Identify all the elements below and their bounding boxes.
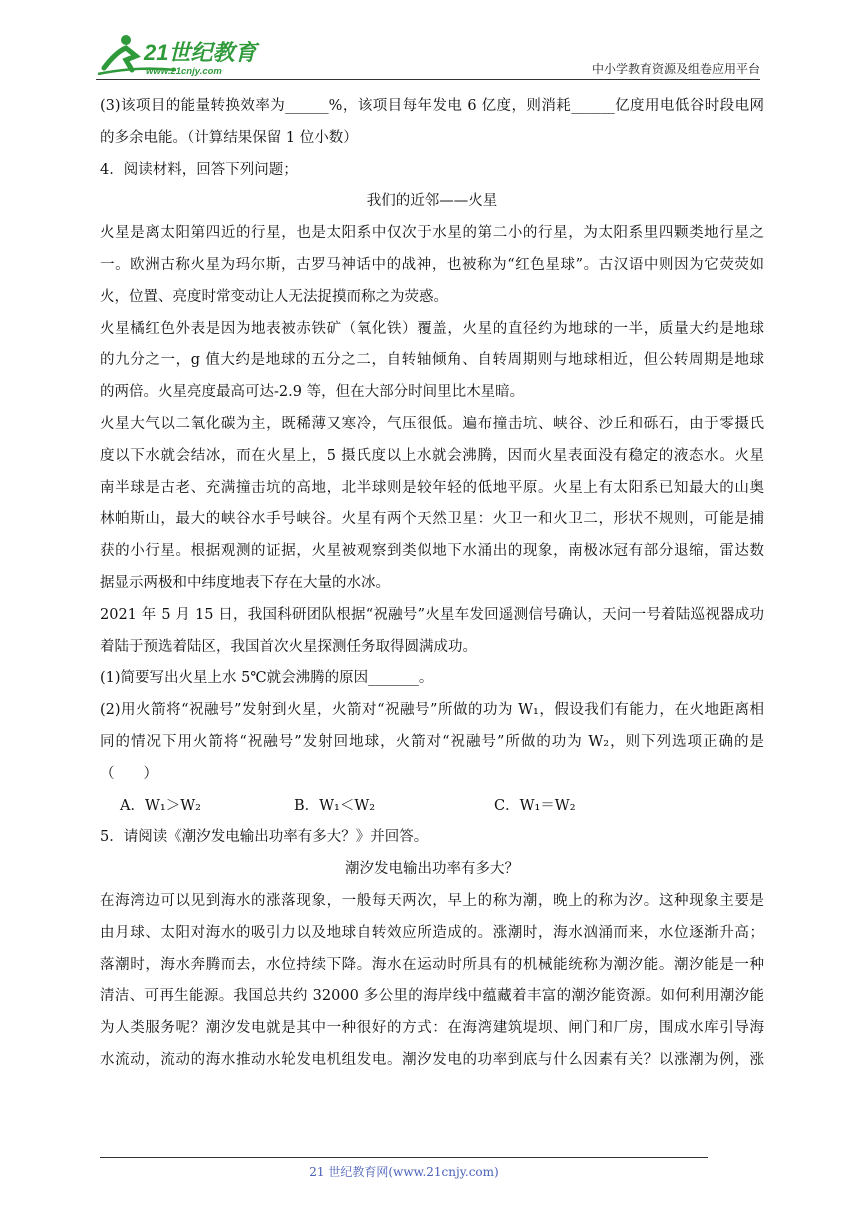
footer-link[interactable]: 21 世纪教育网(www.21cnjy.com) [309,1165,499,1179]
article-title: 潮汐发电输出功率有多大？ [345,861,519,878]
page-header [96,30,760,80]
text-line: (3)该项目的能量转换效率为______%，该项目每年发电 6 亿度，则消耗______亿度用电低谷时段电网 [100,98,764,114]
sub-question-1: (1)简要写出火星上水 5℃就会沸腾的原因_______。 [100,670,434,687]
text-line: 落潮时，海水奔腾而去，水位持续下降。海水在运动时所具有的机械能统称为潮汐能。潮汐能是一种 [100,956,764,973]
text-line: 2021 年 5 月 15 日，我国科研团队根据“祝融号”火星车发回遥测信号确认，天问一号着陆巡视器成功 [100,606,764,623]
choice-options [100,796,764,816]
sub-question-2: (2)用火箭将“祝融号”发射到火星，火箭对“祝融号”所做的功为 W₁，假设我们有能力，在火地距离相 [100,702,764,719]
text-line: 南半球是古老、充满撞击坑的高地，北半球则是较年轻的低地平原。火星上有太阳系已知最大的山奥 [100,479,764,496]
text-line: 度以下水就会结冰，而在火星上，5 摄氏度以上水就会沸腾，因而火星表面没有稳定的液态水。火星 [100,447,764,464]
text-line: 的九分之一，g 值大约是地球的五分之二，自转轴倾角、自转周期则与地球相近，但公转周期是地球 [100,352,764,369]
text-line: 获的小行星。根据观测的证据，火星被观察到类似地下水涌出的现象，南极冰冠有部分退缩，雷达数 [100,543,764,560]
text-line: 着陆于预选着陆区，我国首次火星探测任务取得圆满成功。 [100,638,477,655]
text-line: 一。欧洲古称火星为玛尔斯，古罗马神话中的战神，也被称为“红色星球”。古汉语中则因为它荧荧如 [100,256,764,273]
question-5-heading: 5．请阅读《潮汐发电输出功率有多大？》并回答。 [100,829,429,846]
footer-divider [100,1157,708,1158]
text-line: 火星大气以二氧化碳为主，既稀薄又寒冷，气压很低。遍布撞击坑、峡谷、沙丘和砾石，由于零摄氏 [100,415,764,432]
text-line: 同的情况下用火箭将“祝融号”发射回地球，火箭对“祝融号”所做的功为 W₂，则下列选项正确的是 [100,733,764,750]
article-title: 我们的近邻——火星 [366,193,498,210]
text-line: 清洁、可再生能源。我国总共约 32000 多公里的海岸线中蕴藏着丰富的潮汐能资源。如何利用潮汐能 [100,988,764,1005]
text-line: 火星橘红色外表是因为地表被赤铁矿（氧化铁）覆盖，火星的直径约为地球的一半，质量大约是地球 [100,320,764,337]
option-c[interactable]: C．W₁＝W₂ [494,797,576,814]
option-a[interactable]: A．W₁＞W₂ [120,797,201,814]
text-line: 的两倍。火星亮度最高可达-2.9 等，但在大部分时间里比木星暗。 [100,384,525,401]
text-line: 火星是离太阳第四近的行星，也是太阳系中仅次于水星的第二小的行星，为太阳系里四颗类地行星之 [100,225,764,242]
text-line: 在海湾边可以见到海水的涨落现象，一般每天两次，早上的称为潮，晚上的称为汐。这种现象主要是 [100,892,764,909]
text-line: 为人类服务呢？潮汐发电就是其中一种很好的方式：在海湾建筑堤坝、闸门和厂房，围成水库引导海 [100,1020,764,1037]
text-line: 林帕斯山，最大的峡谷水手号峡谷。火星有两个天然卫星：火卫一和火卫二，形状不规则，可能是捕 [100,511,764,528]
text-line: 火，位置、亮度时常变动让人无法捉摸而称之为荧惑。 [100,288,448,305]
text-line: 的多余电能。（计算结果保留 1 位小数） [100,129,358,146]
document-body [100,96,764,1082]
platform-name: 中小学教育资源及组卷应用平台 [591,62,760,76]
text-line: 据显示两极和中纬度地表下存在大量的水冰。 [100,574,390,591]
text-line: 由月球、太阳对海水的吸引力以及地球自转效应所造成的。涨潮时，海水汹涌而来，水位逐渐升高； [100,924,764,941]
option-b[interactable]: B．W₁＜W₂ [294,797,376,814]
svg-text:21世纪教育: 21世纪教育 [144,40,257,65]
question-4-heading: 4．阅读材料，回答下列问题； [100,161,298,178]
svg-text:www.21cnjy.com: www.21cnjy.com [146,66,222,77]
answer-brackets: （ ） [100,765,158,782]
header-divider [96,79,760,80]
text-line: 水流动，流动的海水推动水轮发电机组发电。潮汐发电的功率到底与什么因素有关？以涨潮为例，涨 [100,1051,764,1068]
site-logo [96,30,266,78]
